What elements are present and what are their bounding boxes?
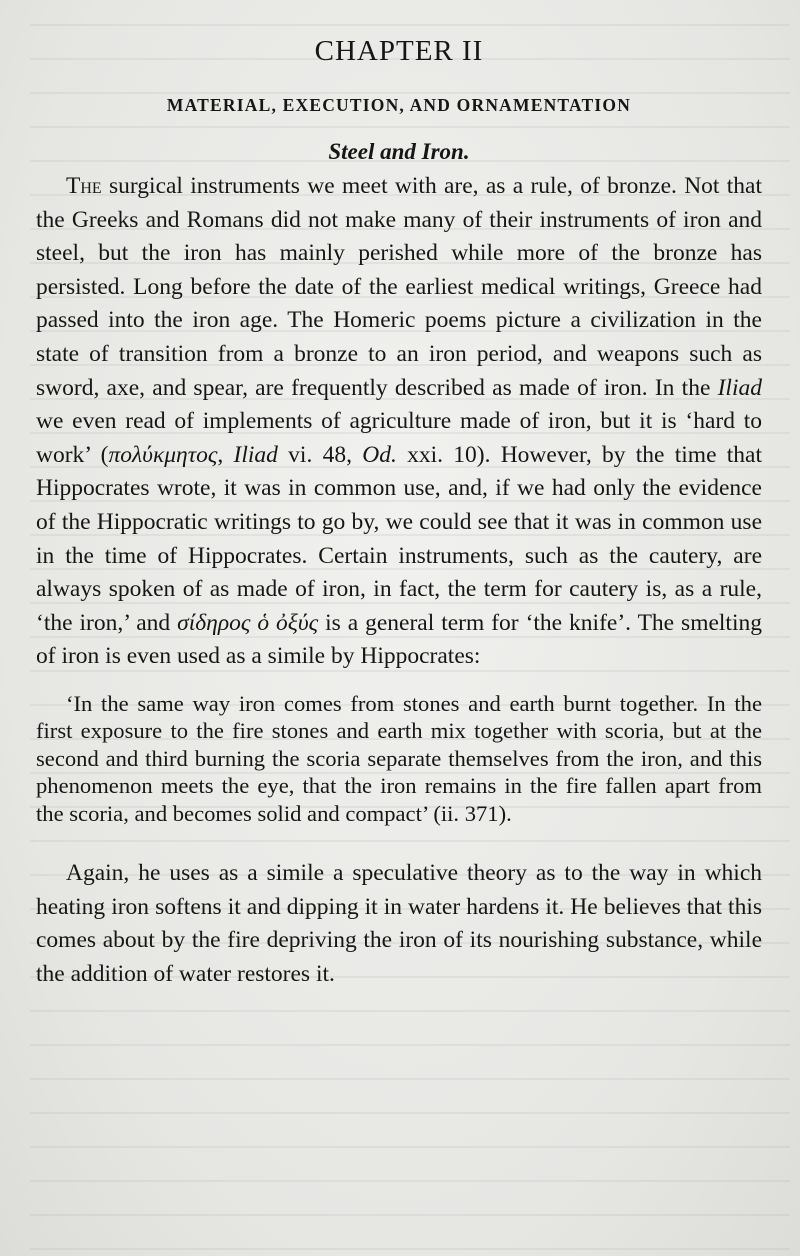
- block-quote: ‘In the same way iron comes from stones and earth burnt together. In the first exposure to the fire stones and earth mix together with scoria, but at the second and third burning the scoria separate themselves from the iron, and this phenomenon meets the eye, that the iron remains in the fire fallen apart from the scoria, and becomes solid and compact’ (ii. 371).: [36, 690, 762, 826]
- chapter-heading: CHAPTER II: [314, 35, 484, 67]
- iliad-title: Iliad: [717, 374, 762, 401]
- odyssey-abbrev: Od.: [362, 441, 397, 468]
- paragraph-1-part-6: is a general term for ‘the knife’. The smelting of iron is even used as a simile by Hippocrates:: [36, 609, 762, 670]
- paragraph-1-part-1: surgical instruments we meet with are, as a rule, of bronze. Not that the Greeks and Romans did not make many of their instruments of iron and steel, but the iron has mainly perished while more of the bronze has persisted. Long before the date of the earliest medical writings, Greece had passed into the iron age. The Homeric poems picture a civilization in the state of transition from a bronze to an iron period, and weapons such as sword, axe, and spear, are frequently described as made of iron. In the: [36, 173, 762, 401]
- greek-term-1: πολύκμητος: [108, 441, 218, 468]
- drop-word: The: [66, 173, 102, 199]
- paragraph-1-part-5: xxi. 10). However, by the time that Hippocrates wrote, it was in common use, and, if we had only the evidence of the Hippocratic writings to go by, we could see that it was in common use in the time of Hippocrates. Certain instruments, such as the cautery, are always spoken of as made of iron, in fact, the term for cautery is, as a rule, ‘the iron,’ and: [36, 441, 762, 636]
- paragraph-1-part-2: we even read of implements of agriculture made of iron, but it is ‘hard to work’ (: [36, 408, 762, 468]
- subheading: Steel and Iron.: [328, 139, 470, 164]
- greek-term-2: σίδηρος ὁ ὀξύς: [177, 609, 319, 636]
- section-heading: MATERIAL, EXECUTION, AND ORNAMENTATION: [166, 95, 632, 115]
- paragraph-1: [36, 170, 762, 674]
- paragraph-2: Again, he uses as a simile a speculative theory as to the way in which heating iron softens it and dipping it in water hardens it. He believes that this comes about by the fire depriving the iron of its nourishing substance, while the addition of water restores it.: [36, 859, 762, 987]
- iliad-title-2: Iliad: [233, 441, 278, 468]
- paragraph-1-part-4: vi. 48,: [277, 441, 363, 468]
- page-content: [36, 28, 762, 991]
- paragraph-1-part-3: ,: [217, 441, 234, 468]
